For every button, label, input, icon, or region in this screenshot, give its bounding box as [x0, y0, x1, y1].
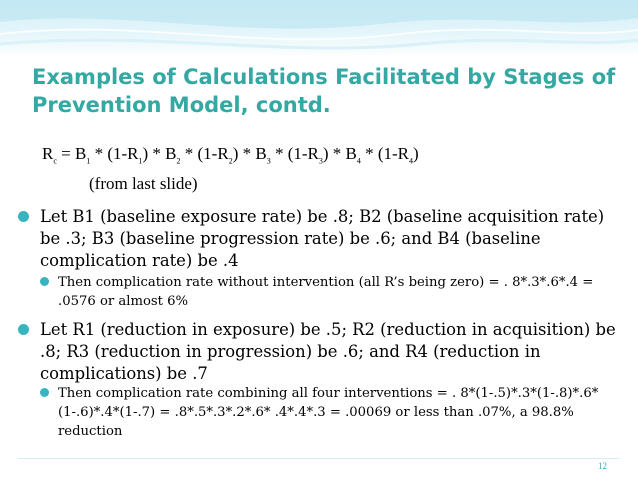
bullet-dot-icon: [40, 277, 49, 286]
bullet-dot-icon: [18, 324, 29, 335]
sub-bullet-item: [40, 273, 610, 311]
formula-lhs-sub: c: [53, 156, 57, 166]
formula-term-sub: 3: [266, 156, 271, 166]
sub-bullet-item: [40, 384, 610, 441]
formula-term: * (1-R: [180, 144, 229, 163]
formula-term-sub: 1: [138, 156, 143, 166]
formula-term-sub: 1: [86, 156, 91, 166]
sub-bullet-text: Then complication rate without intervention (all R’s being zero) = . 8*.3*.6*.4 = .0576 or almost 6%: [58, 275, 594, 309]
formula-term: ): [413, 144, 419, 163]
formula-term: ) * B: [142, 144, 177, 163]
formula-term: * (1-R: [360, 144, 410, 163]
bullet-text: Let B1 (baseline exposure rate) be .8; B2 (baseline acquisition rate) be .3; B3 (baseline progression rate) be .6; and B4 (baseline complication rate) be .4: [40, 207, 605, 270]
formula-term-sub: 4: [356, 156, 361, 166]
wave-decoration: [0, 0, 638, 60]
page-number: 12: [598, 461, 607, 471]
formula-term: ) * B: [232, 144, 267, 163]
formula-term-sub: 3: [318, 156, 323, 166]
formula-term-sub: 2: [228, 156, 233, 166]
formula-lhs: R: [42, 144, 54, 163]
bullet-dot-icon: [40, 388, 49, 397]
header-band: [0, 0, 638, 58]
bullet-item: [18, 206, 618, 272]
formula-term: * (1-R: [90, 144, 139, 163]
formula-term: ) * B: [322, 144, 357, 163]
formula-note: (from last slide): [89, 174, 198, 193]
slide-title: Examples of Calculations Facilitated by Stages of Prevention Model, contd.: [32, 65, 616, 117]
sub-bullet-text: Then complication rate combining all four interventions = . 8*(1-.5)*.3*(1-.8)*.6*(1-.6)*.4*(1-.7) = .8*.5*.3*.2*.6* .4*.4*.3 = .00069 or less than .07%, a 98.8% reduction: [58, 386, 599, 439]
bullet-dot-icon: [18, 211, 29, 222]
bullet-item: [18, 319, 618, 385]
bullet-text: Let R1 (reduction in exposure) be .5; R2 (reduction in acquisition) be .8; R3 (reduction in progression) be .6; and R4 (reduction in complications) be .7: [40, 320, 616, 383]
formula: [42, 144, 419, 165]
footer-divider: [18, 458, 620, 459]
formula-term: * (1-R: [270, 144, 319, 163]
formula-term-sub: 2: [176, 156, 181, 166]
formula-term-sub: 4: [409, 156, 414, 166]
formula-term: = B: [56, 144, 87, 163]
